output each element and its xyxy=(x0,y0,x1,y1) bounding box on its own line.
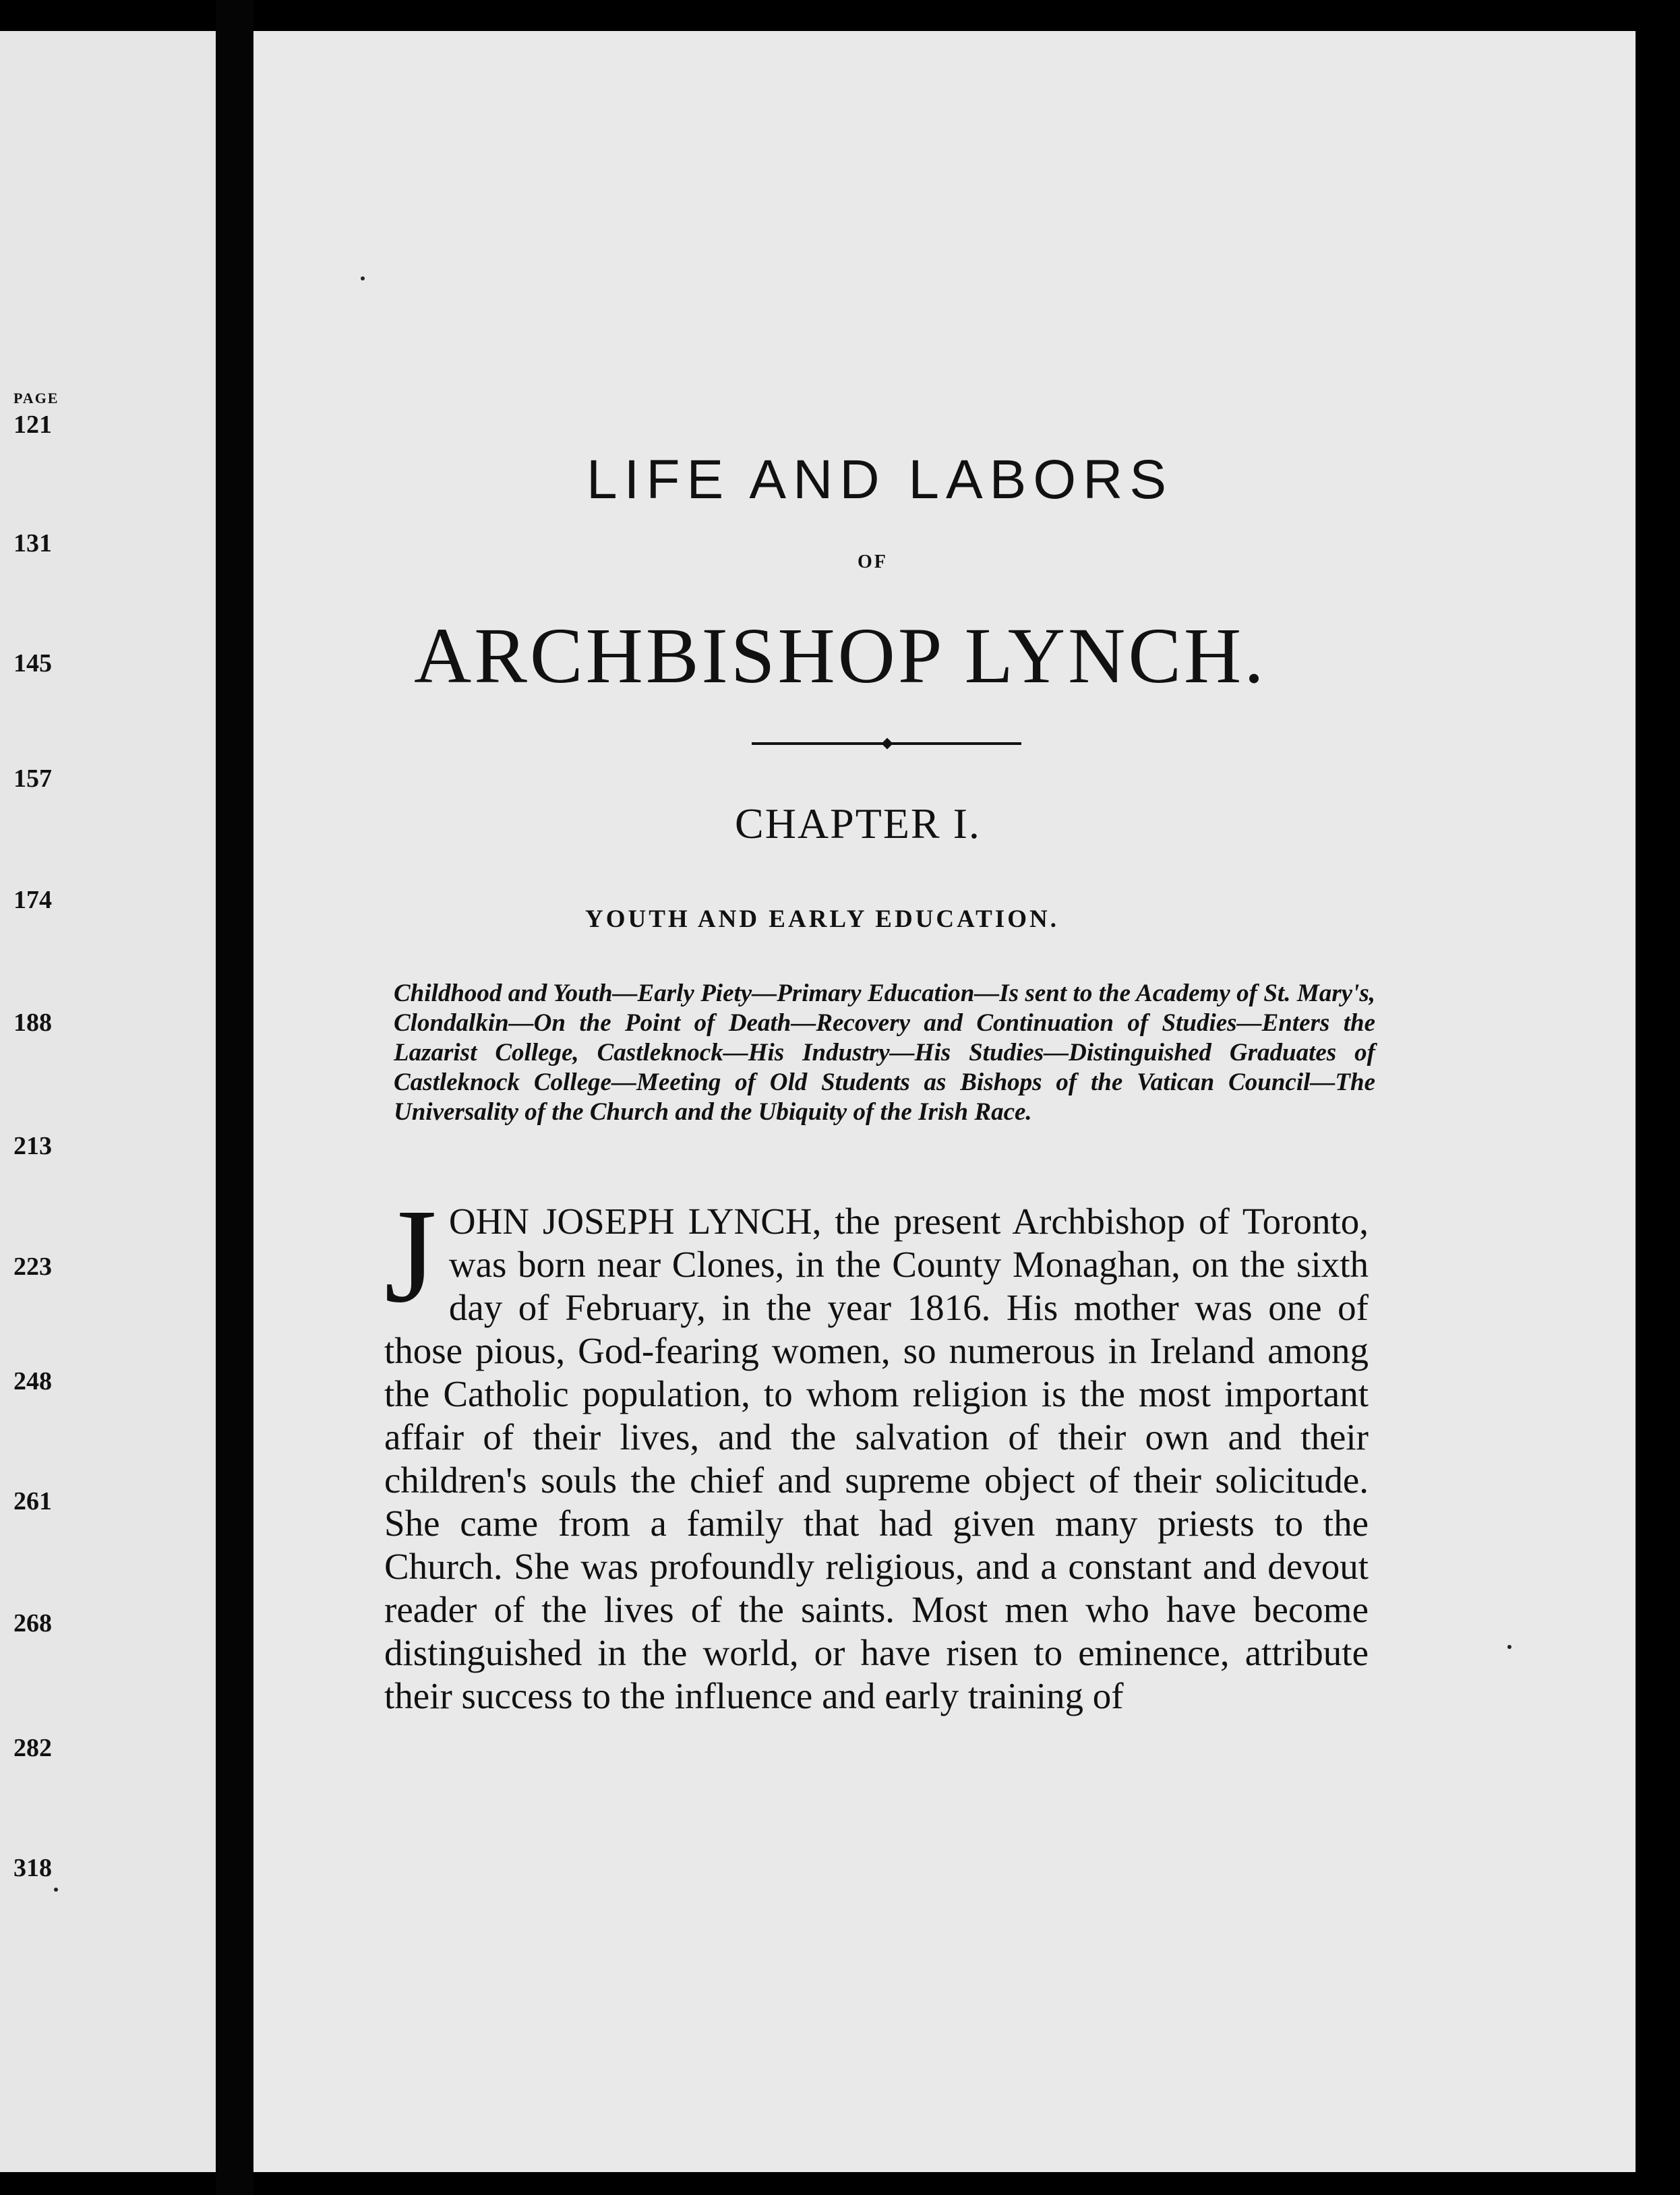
page-column-label: PAGE xyxy=(13,390,59,407)
title-line-2: ARCHBISHOP LYNCH. xyxy=(414,611,1267,700)
title-of: OF xyxy=(858,551,888,572)
page-speck xyxy=(361,276,365,280)
body-paragraph xyxy=(384,1182,1369,1718)
page-number: 268 xyxy=(13,1609,52,1637)
page-number: 261 xyxy=(13,1487,52,1515)
page-speck xyxy=(54,1888,58,1892)
page-number: 121 xyxy=(13,411,52,439)
page-number: 223 xyxy=(13,1253,52,1281)
chapter-subtitle: YOUTH AND EARLY EDUCATION. xyxy=(585,905,1059,933)
page-number: 131 xyxy=(13,529,52,558)
page-number: 174 xyxy=(13,886,52,914)
page-number: 248 xyxy=(13,1367,52,1395)
page-number: 157 xyxy=(13,764,52,793)
page-number: 282 xyxy=(13,1734,52,1762)
page-number: 213 xyxy=(13,1132,52,1160)
page-speck xyxy=(1507,1645,1511,1649)
body-text: OHN JOSEPH LYNCH, the present Archbishop of Toronto, was born near Clones, in the County Monaghan, on the sixth day of February, in the year 1816. His mother was one of those pious, God-fearing women, so numerous in Ireland among the Catholic population, to whom religion is the most important affair of their lives, and the salvation of their own and their children's souls the chief and supreme object of their solicitude. She came from a family that had given many priests to the Church. She was profoundly religious, and a constant and devout reader of the lives of the saints. Most men who have become distinguished in the world, or have risen to eminence, attribute their success to the influence and early training of xyxy=(384,1201,1369,1716)
page-number: 145 xyxy=(13,649,52,678)
chapter-heading: CHAPTER I. xyxy=(735,800,981,847)
book-spine xyxy=(216,0,253,2195)
chapter-synopsis: Childhood and Youth—Early Piety—Primary Education—Is sent to the Academy of St. Mary's, Clondalkin—On the Point of Death—Recovery and Continuation of Studies—Enters the Lazarist College, Castleknock—His Industry—His Studies—Distinguished Graduates of Castleknock College—Meeting of Old Students as Bishops of the Vatican Council—The Universality of the Church and the Ubiquity of the Irish Race. xyxy=(394,980,1375,1126)
drop-cap: J xyxy=(384,1182,437,1331)
left-page xyxy=(0,31,216,2172)
page-number: 188 xyxy=(13,1009,52,1037)
title-line-1: LIFE AND LABORS xyxy=(587,449,1174,510)
page-number: 318 xyxy=(13,1854,52,1882)
